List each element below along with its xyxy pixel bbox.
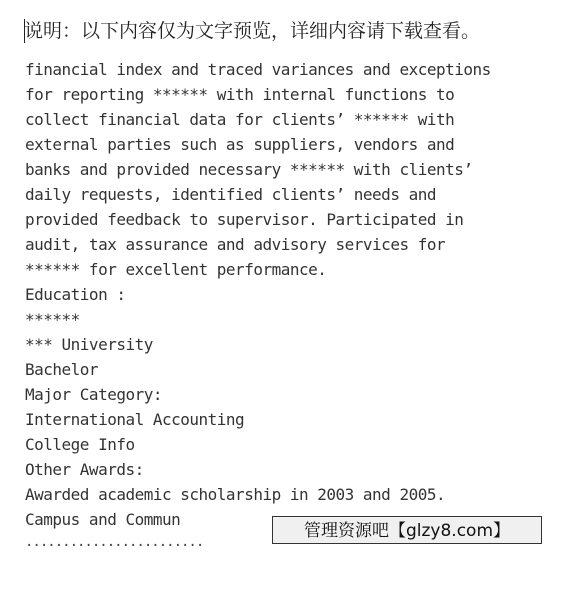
preview-notice: 说明：以下内容仅为文字预览，详细内容请下载查看。 <box>24 20 481 42</box>
document-line: ****** for excellent performance. <box>25 260 327 279</box>
education-heading: Education : <box>25 285 126 304</box>
other-awards-label: Other Awards: <box>25 460 144 479</box>
major-category-value: International Accounting <box>25 410 245 429</box>
major-category-label: Major Category: <box>25 385 162 404</box>
document-line: financial index and traced variances and exceptions <box>25 60 491 79</box>
document-line: provided feedback to supervisor. Participated in <box>25 210 464 229</box>
document-line: daily requests, identified clients’ needs and <box>25 185 436 204</box>
document-line: external parties such as suppliers, vendors and <box>25 135 455 154</box>
university-name: *** University <box>25 335 153 354</box>
document-body <box>25 57 565 532</box>
document-line: collect financial data for clients’ ****** with <box>25 110 455 129</box>
document-line: ****** <box>25 310 80 329</box>
document-line: for reporting ****** with internal functions to <box>25 85 455 104</box>
degree: Bachelor <box>25 360 99 379</box>
document-line: audit, tax assurance and advisory services for <box>25 235 446 254</box>
truncation-dots: ........................ <box>25 534 204 550</box>
document-line: banks and provided necessary ****** with clients’ <box>25 160 473 179</box>
site-watermark: 管理资源吧【glzy8.com】 <box>272 516 542 544</box>
college-info-label: College Info <box>25 435 135 454</box>
other-awards-value: Awarded academic scholarship in 2003 and 2005. <box>25 485 446 504</box>
document-line: Campus and Commun <box>25 510 181 529</box>
